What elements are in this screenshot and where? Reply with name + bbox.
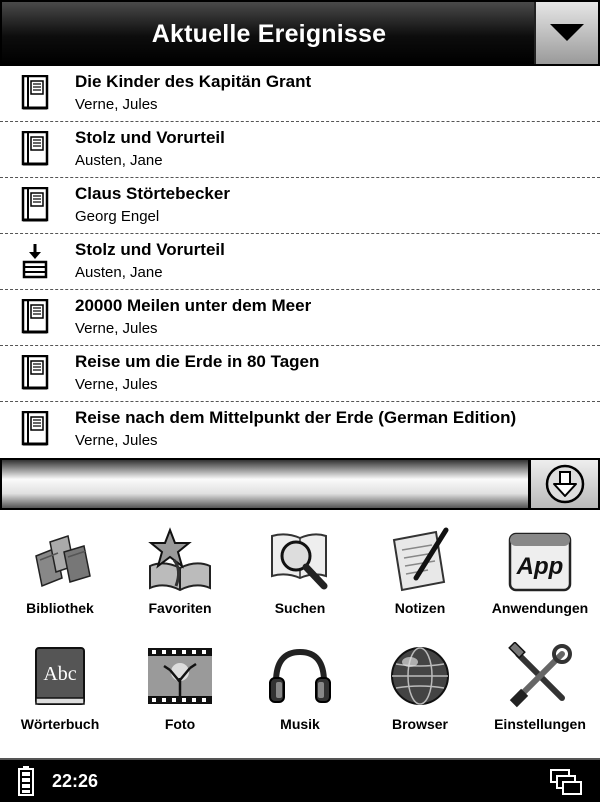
headphones-icon [266, 642, 334, 710]
app-musik[interactable] [240, 636, 360, 746]
clock: 22:26 [52, 771, 99, 791]
book-title: Claus Störtebecker [75, 184, 230, 203]
book-title: Stolz und Vorurteil [75, 240, 225, 259]
dictionary-icon [26, 642, 94, 710]
download-icon [20, 243, 50, 279]
book-title: Reise nach dem Mittelpunkt der Erde (German Edition) [75, 408, 517, 427]
app-label: Foto [164, 716, 196, 732]
dictionary-text: Abc [43, 663, 77, 685]
app-label: Musik [280, 716, 320, 732]
list-item[interactable] [0, 346, 600, 402]
book-icon [20, 75, 50, 111]
status-bar [0, 758, 600, 802]
app-label: Favoriten [148, 600, 212, 616]
book-author: Verne, Jules [75, 432, 158, 449]
app-label: Browser [391, 716, 449, 732]
search-magnifier-icon [266, 526, 334, 594]
book-title: Die Kinder des Kapitän Grant [75, 72, 312, 91]
app-label: Wörterbuch [20, 716, 100, 732]
tools-icon [506, 642, 574, 710]
library-books-icon [26, 526, 94, 594]
globe-icon [386, 642, 454, 710]
app-notizen[interactable] [360, 520, 480, 630]
book-author: Verne, Jules [75, 320, 158, 337]
app-label: Einstellungen [494, 716, 586, 732]
battery-icon [18, 766, 34, 796]
notes-pen-icon [386, 526, 454, 594]
app-favoriten[interactable] [120, 520, 240, 630]
book-title: 20000 Meilen unter dem Meer [75, 296, 312, 315]
app-label: Suchen [274, 600, 326, 616]
app-label: Notizen [394, 600, 446, 616]
dropdown-triangle-icon [550, 24, 584, 41]
book-author: Georg Engel [75, 208, 160, 225]
book-icon [20, 187, 50, 223]
book-title: Stolz und Vorurteil [75, 128, 225, 147]
arrow-down-circle-icon [545, 464, 585, 504]
page-title: Aktuelle Ereignisse [151, 20, 387, 48]
list-item[interactable] [0, 290, 600, 346]
app-tile-text: App [516, 553, 564, 580]
list-item[interactable] [0, 66, 600, 122]
list-item[interactable] [0, 178, 600, 234]
header-bar [0, 0, 600, 66]
book-title: Reise um die Erde in 80 Tagen [75, 352, 320, 371]
book-icon [20, 131, 50, 167]
book-icon [20, 355, 50, 391]
book-author: Verne, Jules [75, 96, 158, 113]
app-tile-icon [506, 526, 574, 594]
list-scrollbar[interactable] [0, 458, 600, 510]
app-foto[interactable] [120, 636, 240, 746]
task-switch-icon[interactable] [550, 769, 582, 795]
book-author: Austen, Jane [75, 264, 163, 281]
app-label: Bibliothek [26, 600, 94, 616]
scroll-down-button[interactable] [528, 460, 598, 508]
book-icon [20, 411, 50, 447]
book-icon [20, 299, 50, 335]
recent-books-list [0, 66, 600, 457]
book-author: Verne, Jules [75, 376, 158, 393]
favorites-star-book-icon [146, 526, 214, 594]
list-item[interactable] [0, 234, 600, 290]
photo-film-icon [146, 642, 214, 710]
app-woerterbuch[interactable] [0, 636, 120, 746]
book-author: Austen, Jane [75, 152, 163, 169]
app-anwendungen[interactable] [480, 520, 600, 630]
app-bibliothek[interactable] [0, 520, 120, 630]
app-suchen[interactable] [240, 520, 360, 630]
app-einstellungen[interactable] [480, 636, 600, 746]
list-item[interactable] [0, 402, 600, 457]
list-item[interactable] [0, 122, 600, 178]
app-browser[interactable] [360, 636, 480, 746]
header-menu-button[interactable] [534, 2, 598, 64]
app-label: Anwendungen [491, 600, 589, 616]
